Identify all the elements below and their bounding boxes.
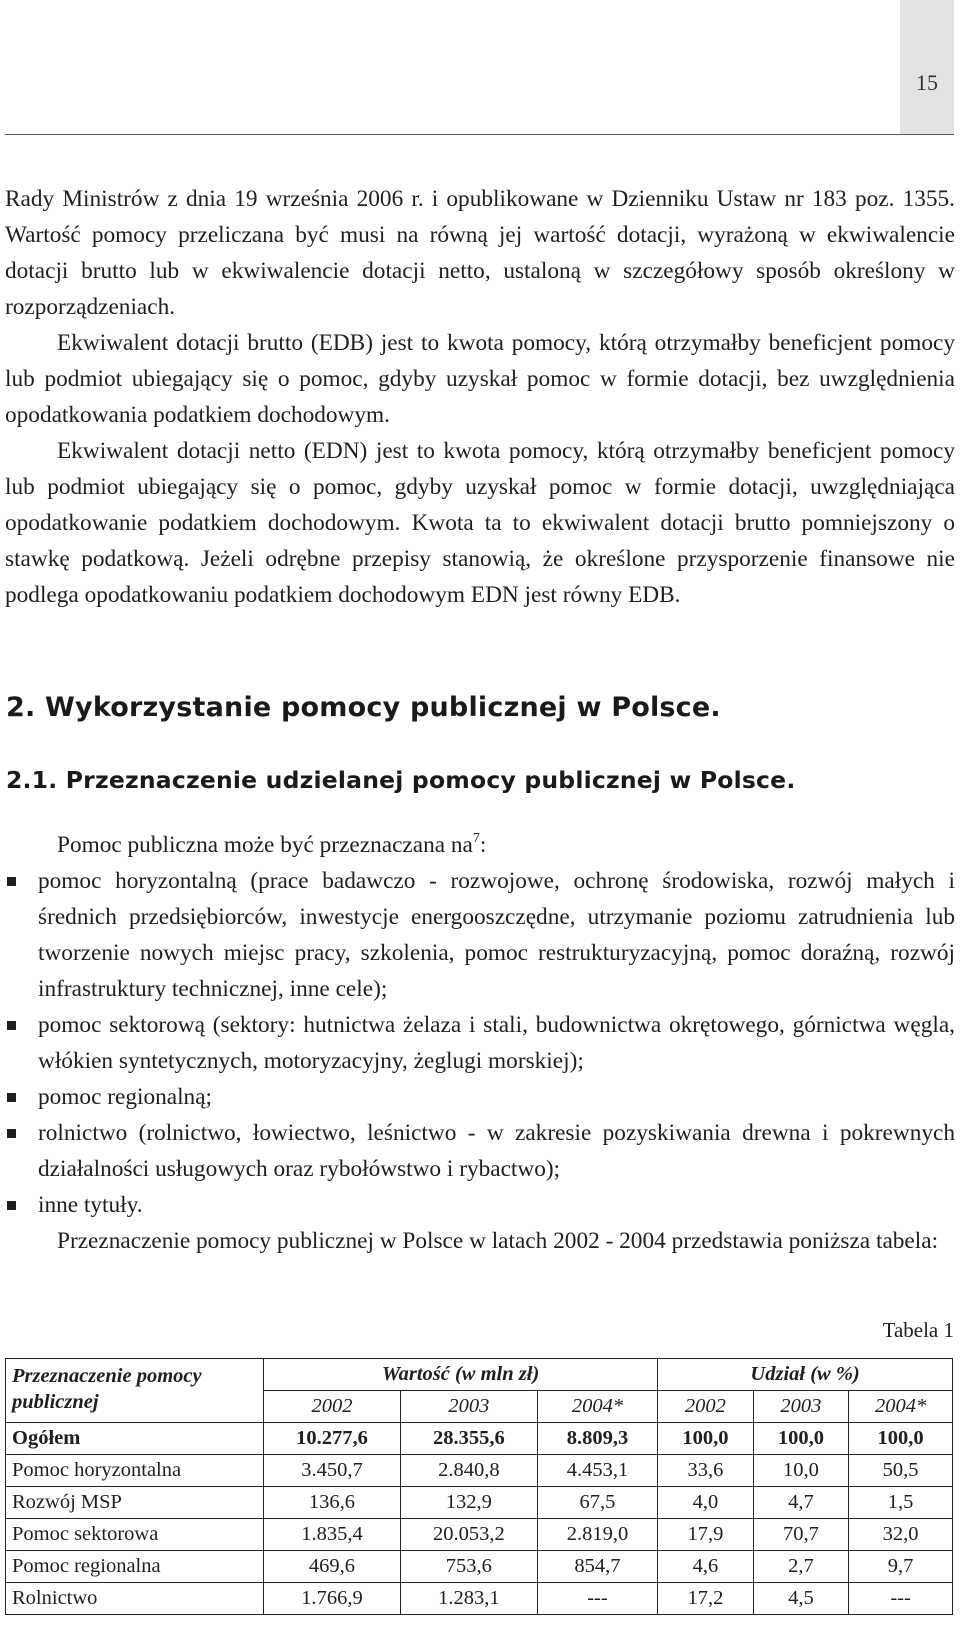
- table-cell: 854,7: [537, 1551, 657, 1583]
- row-label: Rozwój MSP: [6, 1487, 264, 1519]
- table-cell: 753,6: [400, 1551, 537, 1583]
- table-caption: Tabela 1: [882, 1318, 954, 1342]
- table-cell: 4,5: [753, 1583, 849, 1615]
- paragraph-edb: Ekwiwalent dotacji brutto (EDB) jest to kwota pomocy, którą otrzymałby beneficjent pomocy lub podmiot ubiegający się o pomoc, gdyby uzyskał pomoc w formie dotacji, bez uwzględnienia opodatkowania podatkiem dochodowym.: [5, 330, 955, 428]
- table-cell: ---: [537, 1583, 657, 1615]
- value-group-header: Wartość (w mln zł): [264, 1359, 658, 1391]
- table-cell: 32,0: [849, 1519, 953, 1551]
- table-cell: 50,5: [849, 1455, 953, 1487]
- text-block-top: [5, 181, 955, 613]
- year-header: 2004*: [849, 1391, 953, 1423]
- header-rule: [5, 134, 954, 135]
- table-cell: 8.809,3: [537, 1423, 657, 1455]
- page-tab: [900, 0, 954, 134]
- list-item: pomoc regionalną;: [5, 1079, 955, 1115]
- table-cell: 28.355,6: [400, 1423, 537, 1455]
- row-label: Ogółem: [6, 1423, 264, 1455]
- table-cell: 1.283,1: [400, 1583, 537, 1615]
- table-cell: ---: [849, 1583, 953, 1615]
- paragraph-continuation: Rady Ministrów z dnia 19 września 2006 r. i opublikowane w Dzienniku Ustaw nr 183 poz. 1355. Wartość pomocy przeliczana być musi na równą jej wartość dotacji, wyrażoną w ekwiwalencie dotacji brutto lub w ekwiwalencie dotacji netto, ustaloną w szczegółowy sposób określony w rozporządzeniach.: [5, 186, 955, 320]
- table-header-row: [6, 1359, 953, 1391]
- year-header: 2003: [753, 1391, 849, 1423]
- table-cell: 1,5: [849, 1487, 953, 1519]
- table-cell: 20.053,2: [400, 1519, 537, 1551]
- row-label: Pomoc sektorowa: [6, 1519, 264, 1551]
- table-cell: 70,7: [753, 1519, 849, 1551]
- table-row: [6, 1551, 953, 1583]
- intro-paragraph: [5, 827, 955, 863]
- year-header: 2003: [400, 1391, 537, 1423]
- table-cell: 2.840,8: [400, 1455, 537, 1487]
- table-cell: 136,6: [264, 1487, 401, 1519]
- table-cell: 17,9: [658, 1519, 754, 1551]
- table-cell: 469,6: [264, 1551, 401, 1583]
- table-cell: 3.450,7: [264, 1455, 401, 1487]
- table-cell: 2.819,0: [537, 1519, 657, 1551]
- table-cell: 67,5: [537, 1487, 657, 1519]
- row-label: Pomoc regionalna: [6, 1551, 264, 1583]
- text-block-bottom: [5, 827, 955, 1259]
- table-cell: 4.453,1: [537, 1455, 657, 1487]
- aid-table: [5, 1358, 953, 1615]
- table-cell: 100,0: [658, 1423, 754, 1455]
- table-cell: 2,7: [753, 1551, 849, 1583]
- table-cell: 4,6: [658, 1551, 754, 1583]
- table-corner-header: Przeznaczenie pomocy publicznej: [6, 1359, 264, 1423]
- table-row: [6, 1423, 953, 1455]
- list-item: pomoc horyzontalną (prace badawczo - rozwojowe, ochronę środowiska, rozwój małych i średnich przedsiębiorców, inwestycje energooszczędne, utrzymanie poziomu zatrudnienia lub tworzenie nowych miejsc pracy, szkolenia, pomoc restrukturyzacyjną, pomoc doraźną, rozwój infrastruktury technicznej, inne cele);: [5, 863, 955, 1007]
- intro-text: Pomoc publiczna może być przeznaczana na: [57, 832, 473, 858]
- table-row: [6, 1455, 953, 1487]
- year-header: 2002: [264, 1391, 401, 1423]
- table-cell: 10.277,6: [264, 1423, 401, 1455]
- table-cell: 100,0: [753, 1423, 849, 1455]
- list-item: pomoc sektorową (sektory: hutnictwa żelaza i stali, budownictwa okrętowego, górnictwa węgla, włókien syntetycznych, motoryzacyjny, żeglugi morskiej);: [5, 1007, 955, 1079]
- subsection-heading: 2.1. Przeznaczenie udzielanej pomocy publicznej w Polsce.: [6, 766, 796, 794]
- table-cell: 10,0: [753, 1455, 849, 1487]
- table-cell: 9,7: [849, 1551, 953, 1583]
- row-label: Rolnictwo: [6, 1583, 264, 1615]
- year-header: 2004*: [537, 1391, 657, 1423]
- page-number: 15: [916, 70, 938, 95]
- table-row: [6, 1487, 953, 1519]
- list-item: rolnictwo (rolnictwo, łowiectwo, leśnictwo - w zakresie pozyskiwania drewna i pokrewnych działalności usługowych oraz rybołówstwo i rybactwo);: [5, 1115, 955, 1187]
- paragraph-edn: Ekwiwalent dotacji netto (EDN) jest to kwota pomocy, którą otrzymałby beneficjent pomocy lub podmiot ubiegający się o pomoc, gdyby uzyskał pomoc w formie dotacji, uwzględniająca opodatkowanie podatkiem dochodowym. Kwota ta to ekwiwalent dotacji brutto pomniejszony o stawkę podatkową. Jeżeli odrębne przepisy stanowią, że określone przysporzenie finansowe nie podlega opodatkowaniu podatkiem dochodowym EDN jest równy EDB.: [5, 438, 955, 608]
- table-cell: 100,0: [849, 1423, 953, 1455]
- list-item: inne tytuły.: [5, 1187, 955, 1223]
- aid-types-list: [5, 863, 955, 1223]
- table-cell: 4,7: [753, 1487, 849, 1519]
- table-row: [6, 1583, 953, 1615]
- table-row: [6, 1519, 953, 1551]
- table-cell: 1.835,4: [264, 1519, 401, 1551]
- table-cell: 132,9: [400, 1487, 537, 1519]
- table-cell: 17,2: [658, 1583, 754, 1615]
- row-label: Pomoc horyzontalna: [6, 1455, 264, 1487]
- intro-suffix: :: [479, 832, 487, 858]
- share-group-header: Udział (w %): [658, 1359, 953, 1391]
- section-heading: 2. Wykorzystanie pomocy publicznej w Polsce.: [6, 692, 721, 723]
- footnote-ref: 7: [472, 831, 480, 846]
- table-cell: 1.766,9: [264, 1583, 401, 1615]
- table-intro-paragraph: Przeznaczenie pomocy publicznej w Polsce w latach 2002 - 2004 przedstawia poniższa tabela:: [57, 1228, 939, 1254]
- year-header: 2002: [658, 1391, 754, 1423]
- table-cell: 33,6: [658, 1455, 754, 1487]
- table-cell: 4,0: [658, 1487, 754, 1519]
